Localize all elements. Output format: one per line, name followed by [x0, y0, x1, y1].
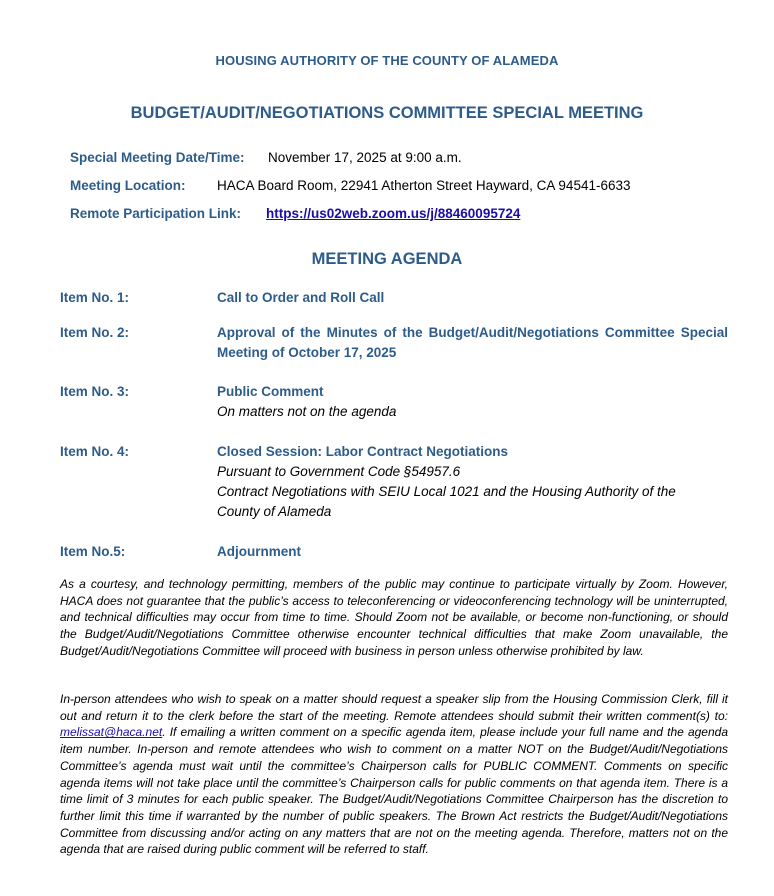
agenda-item-title: Adjournment	[217, 544, 301, 559]
meeting-date-label: Special Meeting Date/Time:	[70, 150, 245, 165]
agenda-item-description: Pursuant to Government Code §54957.6	[217, 464, 461, 479]
organization-name: HOUSING AUTHORITY OF THE COUNTY OF ALAMEDA	[215, 53, 559, 68]
meeting-location-value: HACA Board Room, 22941 Atherton Street Hayward, CA 94541-6633	[217, 178, 631, 193]
agenda-item-title: Closed Session: Labor Contract Negotiations	[217, 444, 509, 459]
meeting-location-label: Meeting Location:	[70, 178, 186, 193]
public-comment-notice	[60, 691, 728, 858]
clerk-email-link[interactable]: melissat@haca.net	[60, 725, 163, 740]
agenda-item-number: Item No. 2:	[60, 325, 130, 340]
agenda-item-number: Item No. 4:	[60, 444, 130, 459]
meeting-title: BUDGET/AUDIT/NEGOTIATIONS COMMITTEE SPECIAL MEETING	[130, 104, 644, 122]
remote-participation-label: Remote Participation Link:	[70, 206, 242, 221]
agenda-item-title: Call to Order and Roll Call	[217, 290, 385, 305]
public-comment-text: In-person attendees who wish to speak on a matter should request a speaker slip from the Housing Commission Clerk, fill it out and return it to the clerk before the start of the meeting. Remote attendees should submit their written comment(s) to:	[60, 692, 728, 723]
meeting-date-value: November 17, 2025 at 9:00 a.m.	[268, 150, 462, 165]
agenda-item-title: Public Comment	[217, 384, 324, 399]
meeting-location-row	[70, 178, 631, 193]
zoom-participation-notice: As a courtesy, and technology permitting, members of the public may continue to participate virtually by Zoom. However, HACA does not guarantee that the public’s access to teleconferencing or videoconferencing technology will be uninterrupted, and technical difficulties may occur from time to time. Should Zoom not be available, or become non-functioning, or should the Budget/Audit/Negotiations Committee otherwise encounter technical difficulties that make Zoom unavailable, the Budget/Audit/Negotiations Committee will proceed with business in person unless otherwise prohibited by law.	[60, 577, 728, 658]
agenda-heading: MEETING AGENDA	[311, 250, 463, 268]
agenda-item-number: Item No.5:	[60, 544, 126, 559]
public-comment-text-continued: . If emailing a written comment on a specific agenda item, please include your full name and the agenda item number. In-person and remote attendees who wish to comment on a matter NOT on the Budget/Audit/Negotiations Committee’s agenda must wait until the committee’s Chairperson calls for PUBLIC COMMENT. Comments on specific agenda items will not take place until the committee’s Chairperson calls for public comments on that agenda item. There is a time limit of 3 minutes for each public speaker. The Budget/Audit/Negotiations Committee Chairperson has the discretion to further limit this time if warranted by the number of public speakers. The Brown Act restricts the Budget/Audit/Negotiations Committee from discussing and/or acting on any matters that are not on the meeting agenda. Therefore, matters not on the agenda that are raised during public comment will be referred to staff.	[60, 725, 728, 857]
agenda-item-description: Contract Negotiations with SEIU Local 1021 and the Housing Authority of the County of Alameda	[217, 484, 676, 519]
zoom-meeting-link[interactable]: https://us02web.zoom.us/j/88460095724	[266, 206, 521, 221]
agenda-item-description: On matters not on the agenda	[217, 404, 397, 419]
meeting-date-row	[70, 150, 462, 165]
remote-participation-row	[70, 206, 520, 221]
agenda-item-number: Item No. 3:	[60, 384, 130, 399]
agenda-item-title: Approval of the Minutes of the Budget/Audit/Negotiations Committee Special Meeting of October 17, 2025	[217, 325, 728, 360]
agenda-item-number: Item No. 1:	[60, 290, 130, 305]
